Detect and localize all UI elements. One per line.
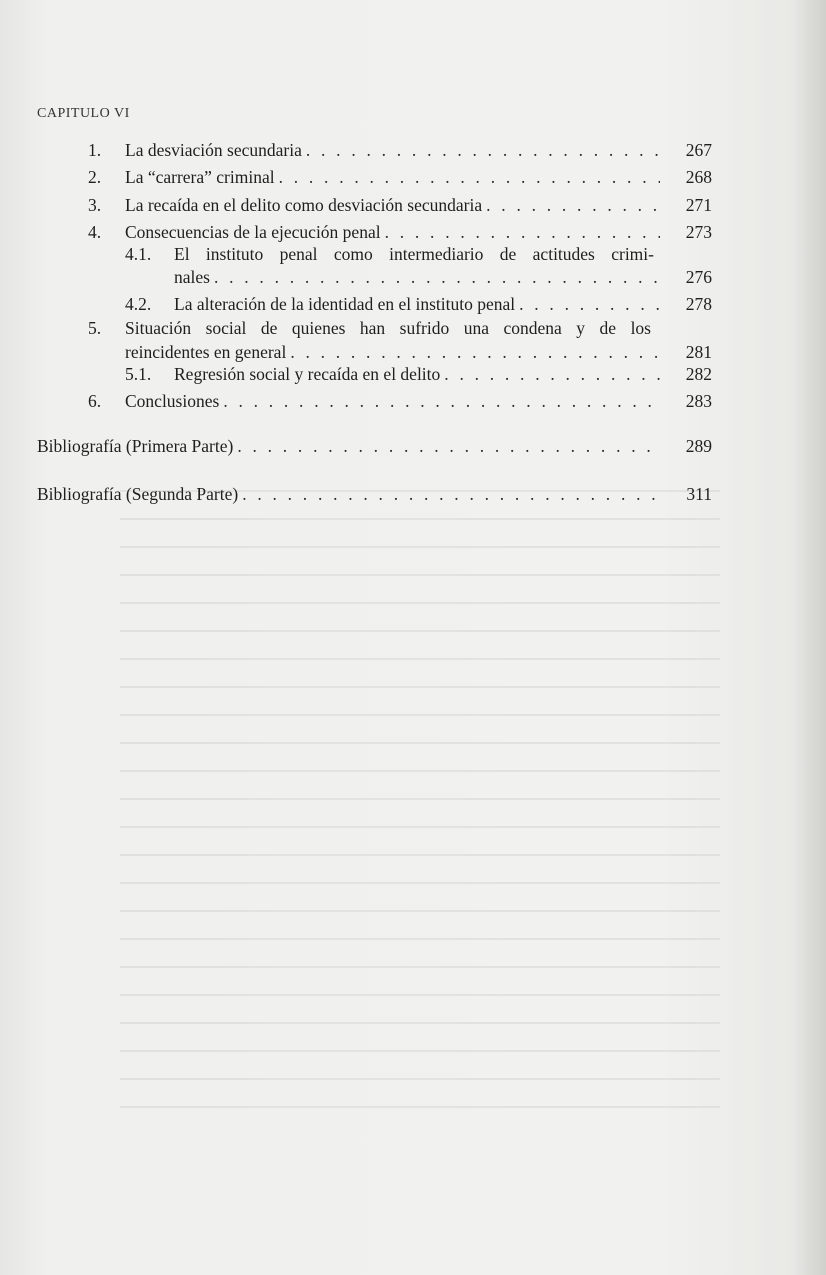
leader-dots (242, 483, 660, 505)
bibliography-title: Bibliografía (Segunda Parte) (37, 484, 239, 504)
entry-title-row (174, 266, 660, 288)
entry-number: 2. (88, 167, 102, 187)
entry-page: 289 (685, 436, 712, 456)
entry-title: La recaída en el delito como desviación secundaria (125, 195, 483, 215)
leader-dots (486, 194, 660, 216)
entry-title-line1: Situación social de quienes han sufrido una condena y de los (125, 318, 651, 338)
entry-page: 276 (685, 267, 712, 287)
entry-page: 278 (685, 294, 712, 314)
entry-title-row (125, 341, 660, 363)
entry-page: 267 (685, 140, 712, 160)
leader-dots (519, 293, 660, 315)
leader-dots (306, 139, 660, 161)
entry-page: 283 (685, 391, 712, 411)
bleed-through-text (120, 490, 720, 1170)
entry-number: 6. (88, 391, 102, 411)
entry-title: Regresión social y recaída en el delito (174, 364, 441, 384)
leader-dots (444, 363, 660, 385)
entry-page: 282 (685, 364, 712, 384)
entry-title-line2: reincidentes en general (125, 342, 287, 362)
entry-title: Conclusiones (125, 391, 220, 411)
entry-number: 4.2. (125, 294, 152, 314)
leader-dots (279, 166, 660, 188)
entry-title-row (37, 435, 660, 457)
entry-title: La “carrera” criminal (125, 167, 275, 187)
entry-number: 1. (88, 140, 102, 160)
entry-title-row (125, 221, 660, 243)
entry-page: 281 (685, 342, 712, 362)
entry-title-row (125, 166, 660, 188)
bibliography-title: Bibliografía (Primera Parte) (37, 436, 234, 456)
entry-title: La desviación secundaria (125, 140, 302, 160)
entry-title-line2: nales (174, 267, 210, 287)
chapter-heading: CAPITULO VI (37, 106, 130, 121)
entry-title-line1: El instituto penal como intermediario de actitudes crimi- (174, 244, 654, 264)
entry-number: 4. (88, 222, 102, 242)
entry-page: 271 (685, 195, 712, 215)
entry-page: 311 (686, 484, 712, 504)
entry-title-row (125, 139, 660, 161)
entry-title: La alteración de la identidad en el instituto penal (174, 294, 516, 314)
entry-title-row (125, 194, 660, 216)
leader-dots (223, 390, 660, 412)
entry-title-row (125, 390, 660, 412)
entry-title: Consecuencias de la ejecución penal (125, 222, 381, 242)
entry-title-row (174, 363, 660, 385)
entry-number: 5. (88, 318, 102, 338)
entry-number: 4.1. (125, 244, 152, 264)
leader-dots (214, 266, 660, 288)
leader-dots (385, 221, 660, 243)
leader-dots (237, 435, 660, 457)
entry-number: 3. (88, 195, 102, 215)
entry-page: 273 (685, 222, 712, 242)
page-edge-shadow (788, 0, 826, 1275)
entry-title-row (37, 483, 660, 505)
leader-dots (290, 341, 660, 363)
entry-number: 5.1. (125, 364, 152, 384)
entry-title-row (174, 293, 660, 315)
entry-page: 268 (685, 167, 712, 187)
